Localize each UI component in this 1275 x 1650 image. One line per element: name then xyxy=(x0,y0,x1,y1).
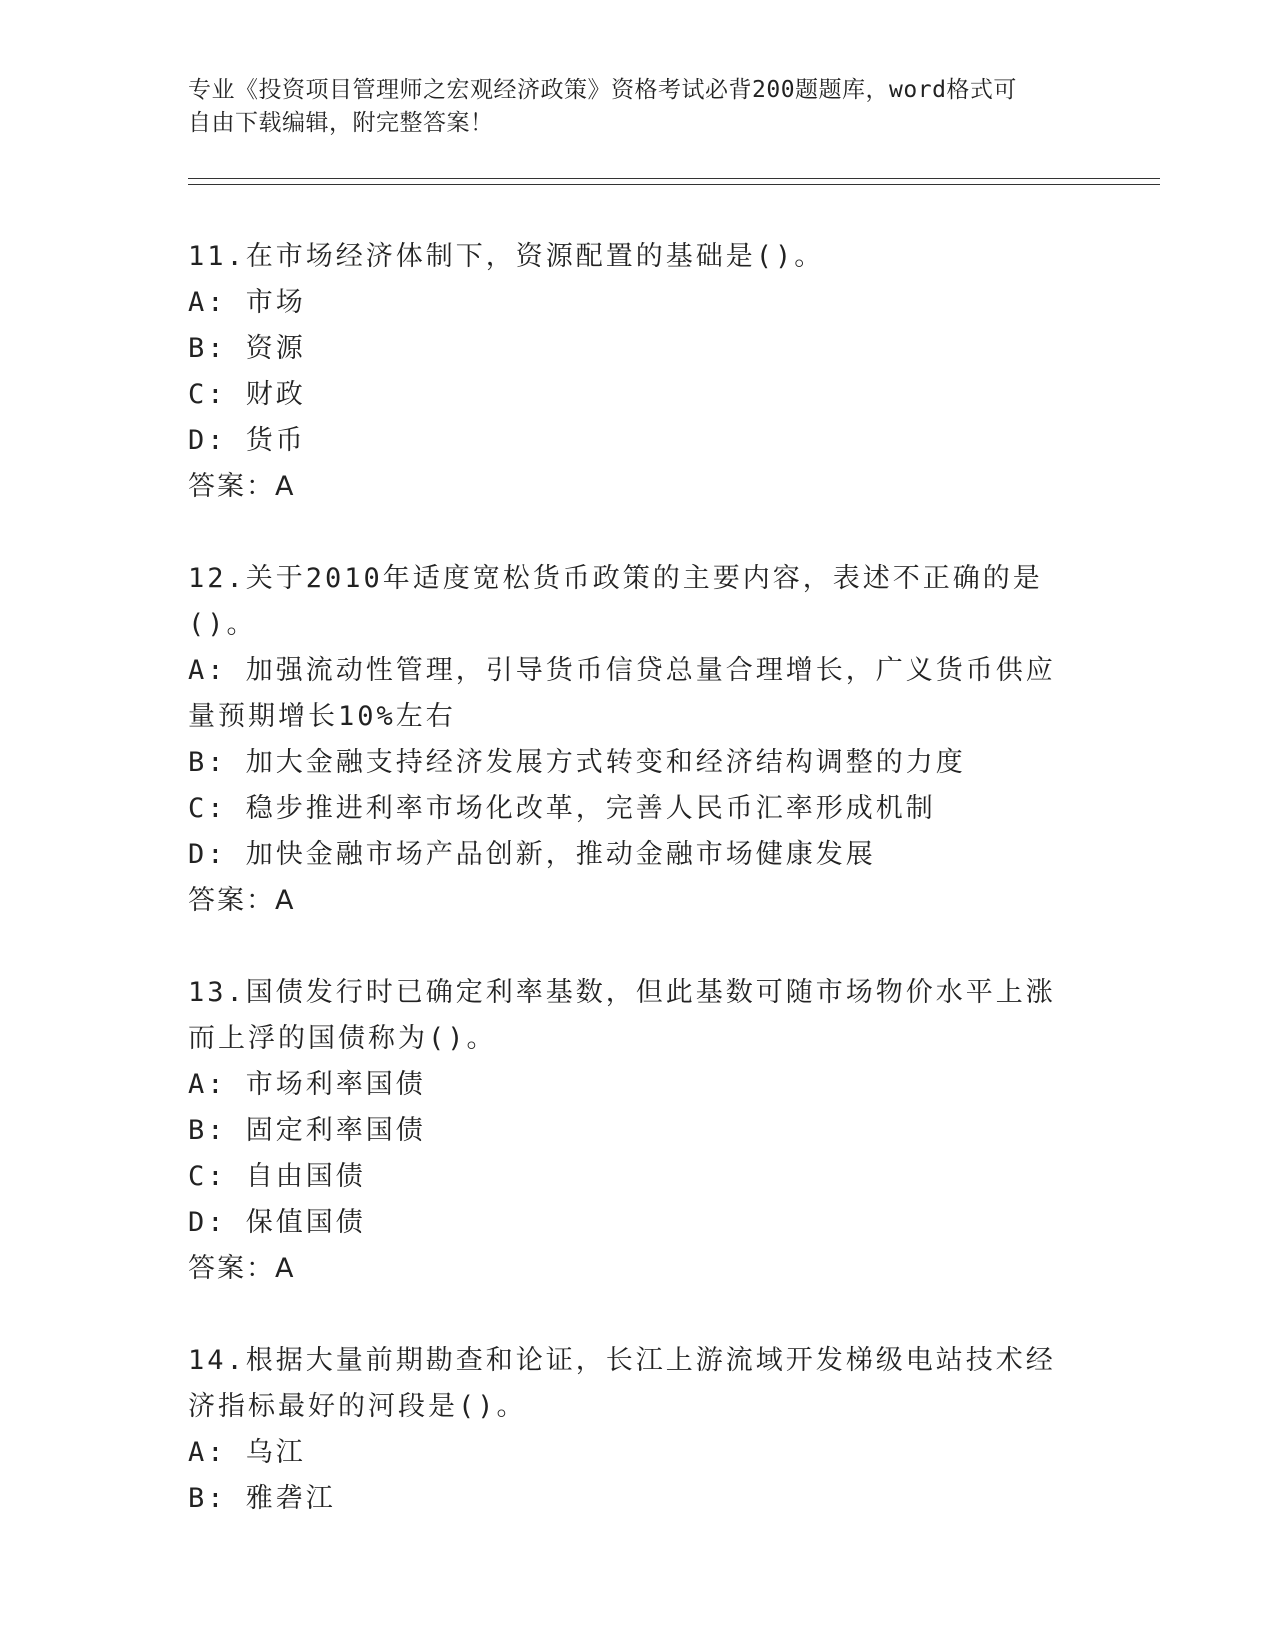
option-c: C: 稳步推进利率市场化改革，完善人民币汇率形成机制 xyxy=(188,793,936,824)
question-14 xyxy=(188,1338,1078,1522)
question-text: 14.根据大量前期勘查和论证，长江上游流域开发梯级电站技术经济指标最好的河段是()。 xyxy=(188,1345,1056,1422)
header-divider-top xyxy=(188,178,1160,179)
option-a: A: 市场 xyxy=(188,287,306,318)
question-text: 13.国债发行时已确定利率基数，但此基数可随市场物价水平上涨而上浮的国债称为()。 xyxy=(188,977,1056,1054)
option-a: A: 乌江 xyxy=(188,1437,306,1468)
option-d: D: 货币 xyxy=(188,425,306,456)
answer: 答案：A xyxy=(188,885,296,916)
option-b: B: 固定利率国债 xyxy=(188,1115,426,1146)
question-text: 12.关于2010年适度宽松货币政策的主要内容，表述不正确的是()。 xyxy=(188,563,1043,640)
answer: 答案：A xyxy=(188,1253,296,1284)
answer: 答案：A xyxy=(188,471,296,502)
option-b: B: 资源 xyxy=(188,333,306,364)
question-13 xyxy=(188,970,1078,1292)
header-divider-bottom xyxy=(188,184,1160,185)
option-b: B: 雅砻江 xyxy=(188,1483,336,1514)
option-c: C: 自由国债 xyxy=(188,1161,366,1192)
header-line-1: 专业《投资项目管理师之宏观经济政策》资格考试必背200题题库，word格式可 xyxy=(188,77,1017,103)
option-a: A: 加强流动性管理，引导货币信贷总量合理增长，广义货币供应量预期增长10%左右 xyxy=(188,655,1056,732)
option-b: B: 加大金融支持经济发展方式转变和经济结构调整的力度 xyxy=(188,747,966,778)
question-text: 11.在市场经济体制下，资源配置的基础是()。 xyxy=(188,241,825,272)
header-line-2: 自由下载编辑，附完整答案！ xyxy=(188,110,494,136)
option-a: A: 市场利率国债 xyxy=(188,1069,426,1100)
option-d: D: 保值国债 xyxy=(188,1207,366,1238)
question-11 xyxy=(188,234,1078,510)
document-header xyxy=(188,74,1068,140)
question-12 xyxy=(188,556,1078,924)
option-c: C: 财政 xyxy=(188,379,306,410)
question-list xyxy=(188,234,1078,1568)
option-d: D: 加快金融市场产品创新，推动金融市场健康发展 xyxy=(188,839,876,870)
